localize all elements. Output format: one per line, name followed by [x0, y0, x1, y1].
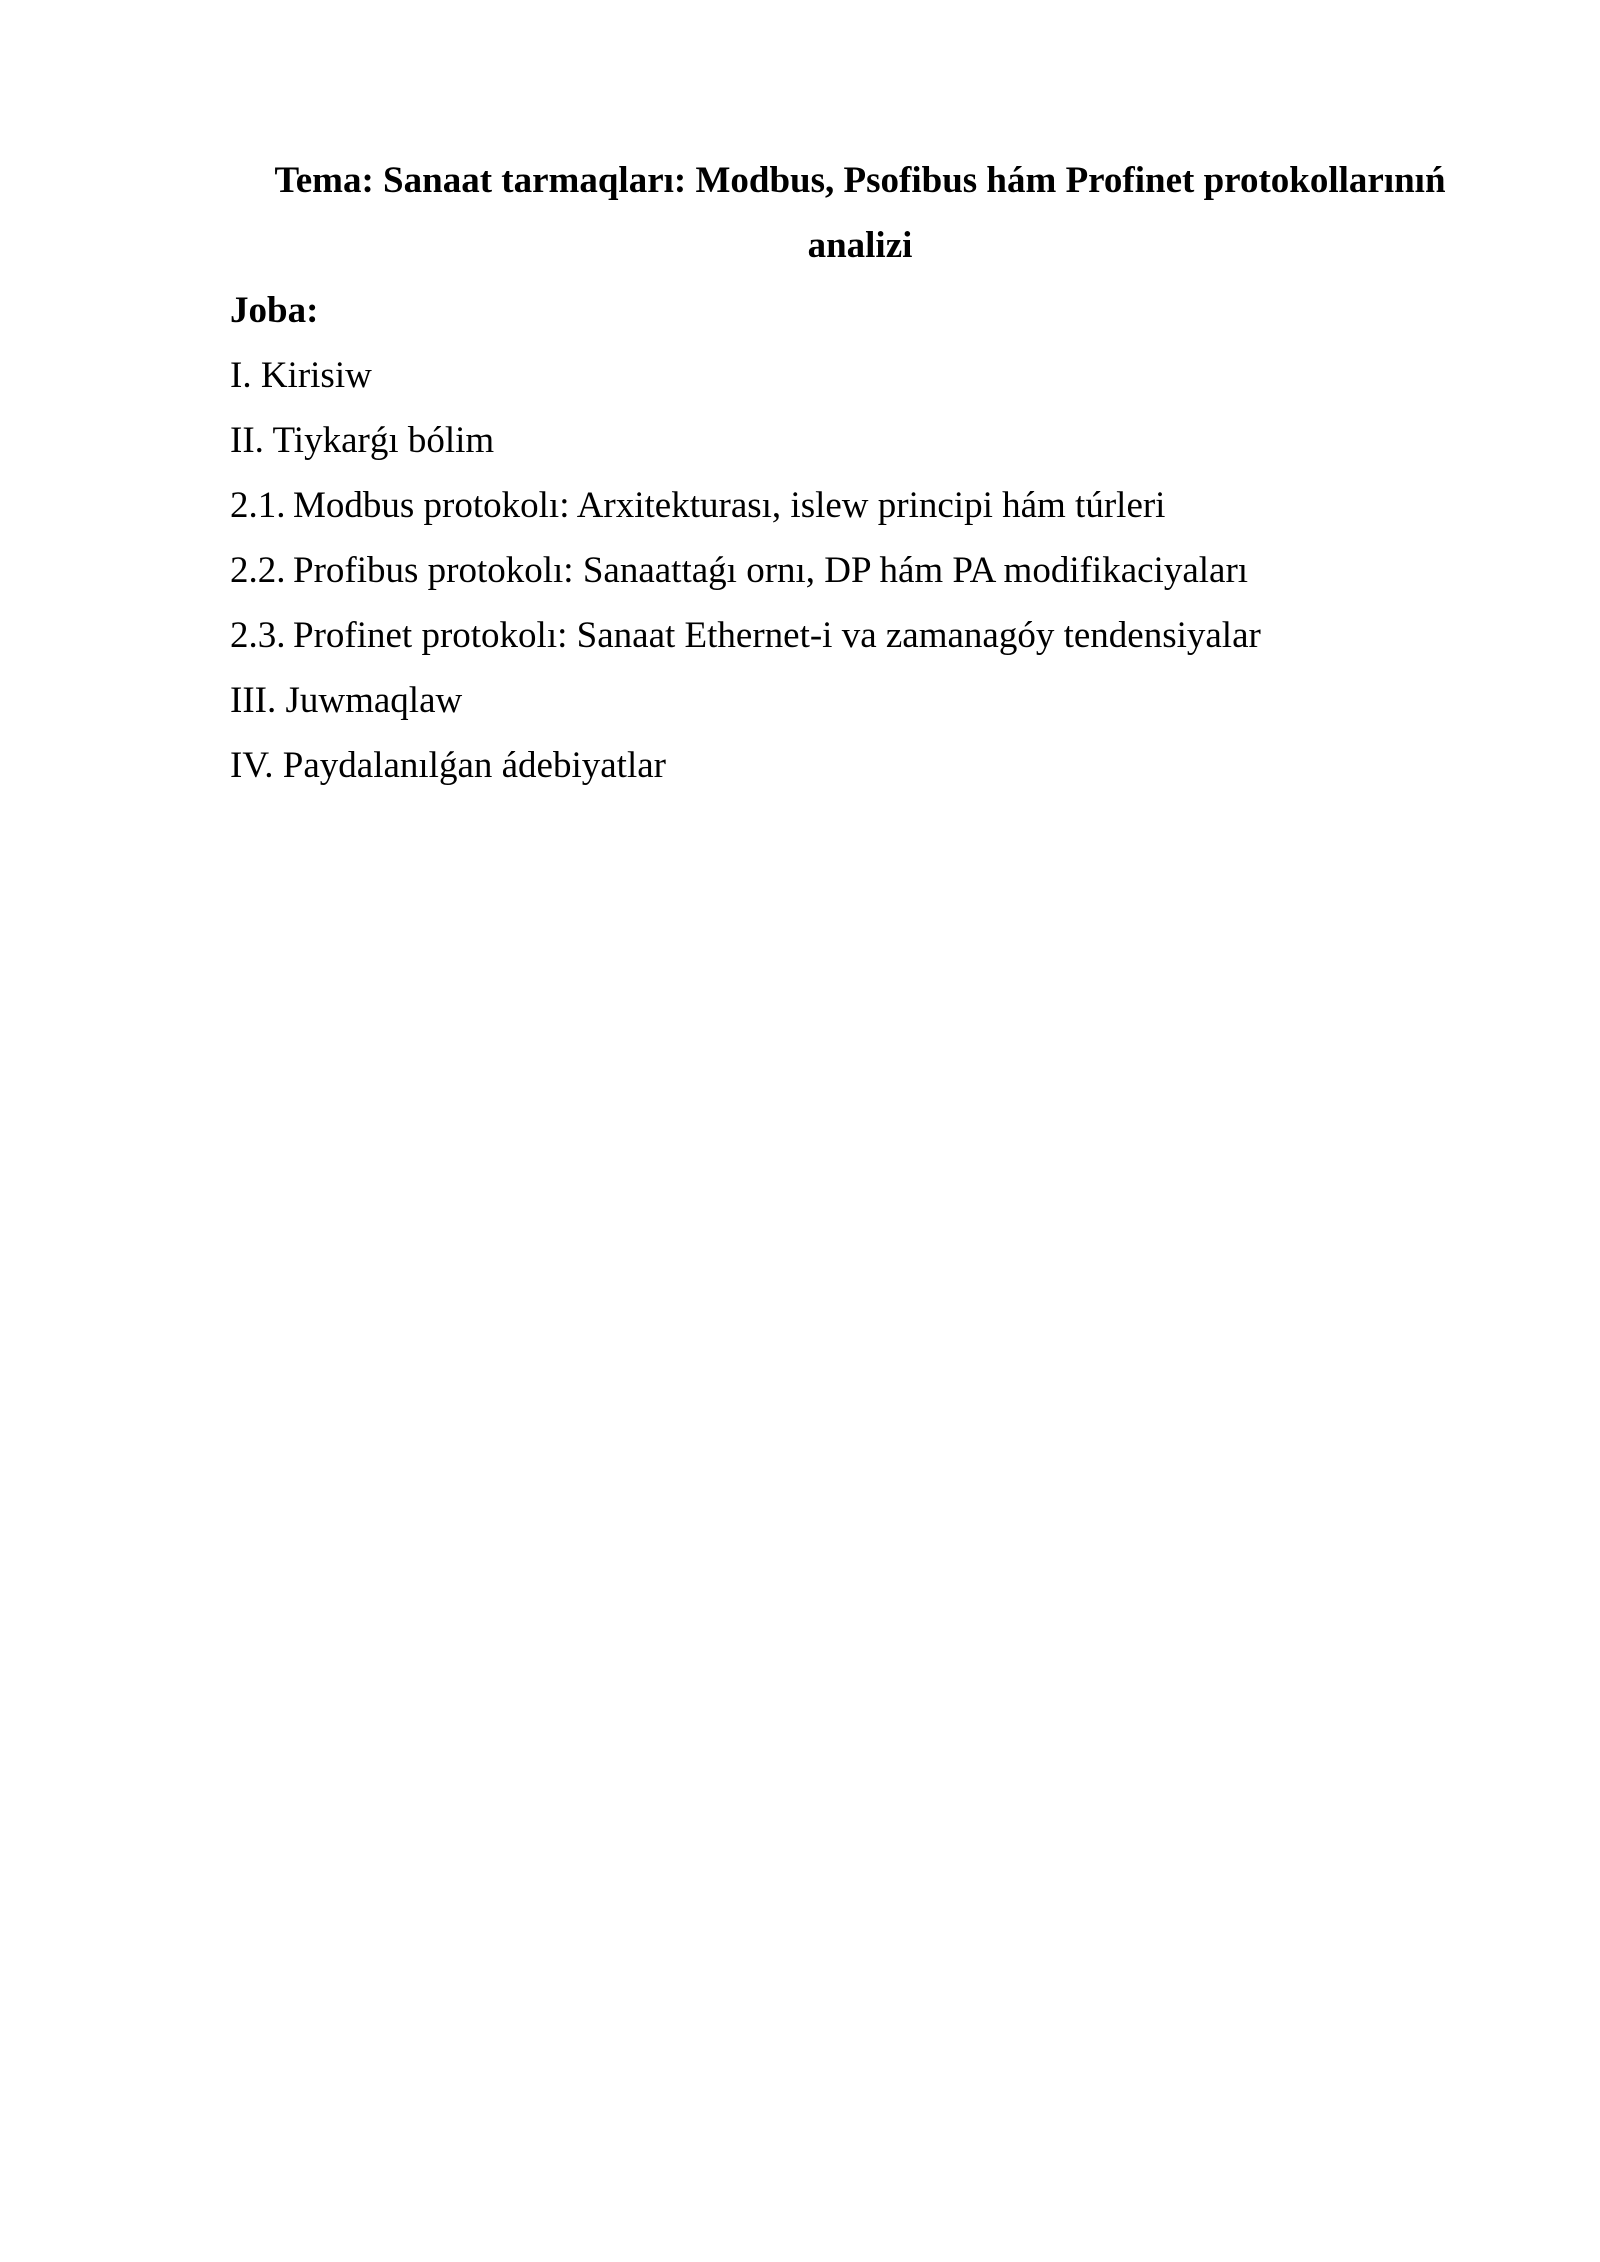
- outline-item-text: Juwmaqlaw: [285, 680, 463, 721]
- outline-item-text: Modbus protokolı: Arxitekturası, islew principi hám túrleri: [293, 485, 1166, 526]
- outline-item-text: Kirisiw: [260, 355, 372, 396]
- outline-item-conclusion: [230, 668, 1261, 733]
- outline-item-number: 2.1.: [230, 485, 286, 526]
- outline-item-profibus: [230, 538, 1261, 603]
- outline-item-number: III.: [230, 680, 277, 721]
- outline-item-text: Tiykarǵı bólim: [272, 420, 495, 461]
- outline-item-number: 2.3.: [230, 615, 286, 656]
- outline-item-number: 2.2.: [230, 550, 286, 591]
- outline-item-number: I.: [230, 355, 252, 396]
- outline-item-references: [230, 733, 1261, 798]
- outline-list: [230, 343, 1261, 798]
- outline-item-text: Profinet protokolı: Sanaat Ethernet-i va zamanagóy tendensiyalar: [293, 615, 1261, 656]
- outline-heading: Joba:: [230, 290, 319, 331]
- outline-item-modbus: [230, 473, 1261, 538]
- outline-item-number: II.: [230, 420, 264, 461]
- outline-item-profinet: [230, 603, 1261, 668]
- outline-item-intro: [230, 343, 1261, 408]
- document-title: Tema: Sanaat tarmaqları: Modbus, Psofibus hám Profinet protokollarınıń analizi: [274, 160, 1446, 266]
- outline-item-number: IV.: [230, 745, 274, 786]
- outline-item-text: Profibus protokolı: Sanaattaǵı ornı, DP hám PA modifikaciyaları: [293, 550, 1249, 591]
- outline-item-main-part: [230, 408, 1261, 473]
- outline-item-text: Paydalanılǵan ádebiyatlar: [282, 745, 666, 786]
